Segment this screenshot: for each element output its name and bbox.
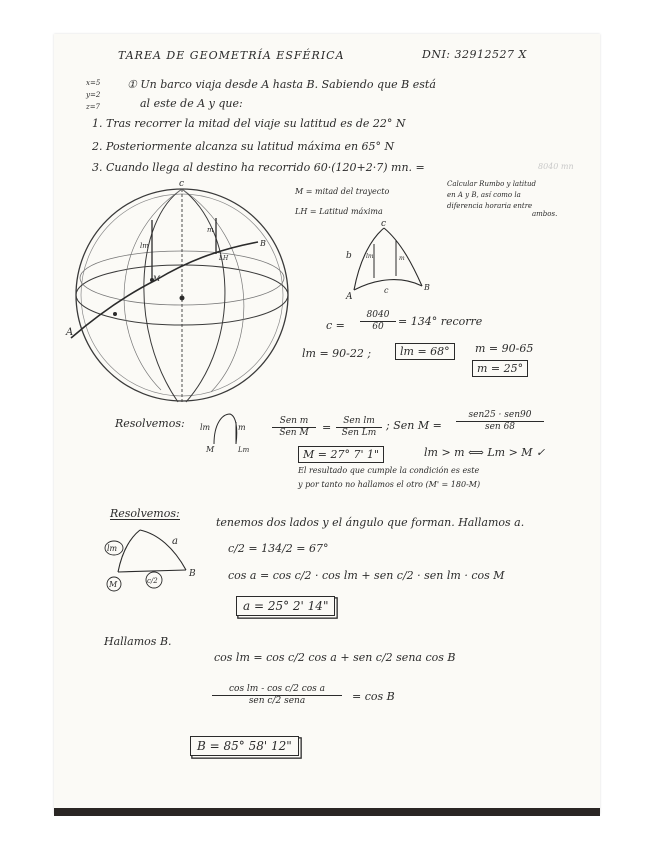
tri-2-lm: lm	[107, 544, 118, 553]
c-numerator: 8040	[360, 310, 396, 322]
label-c: c	[179, 179, 185, 189]
tri-2-a: a	[172, 536, 178, 547]
sine-ratio-left-den: Sen M	[279, 428, 309, 438]
sen-M-den: sen 68	[484, 422, 516, 432]
m-result-box: m = 25°	[472, 360, 528, 377]
problem-line-2: al este de A y que:	[140, 97, 243, 110]
page-bottom-edge	[54, 808, 600, 816]
half-c: c/2 = 134/2 = 67°	[228, 542, 329, 555]
cos-B-num: cos lm - cos c/2 cos a	[212, 684, 342, 696]
route-path	[71, 242, 258, 338]
explanation-1: El resultado que cumple la condición es este	[298, 466, 480, 475]
meridian-4	[182, 189, 244, 392]
sine-ratio-right-den: Sen Lm	[341, 428, 377, 438]
lm-equation: lm = 90-22 ;	[302, 347, 372, 360]
triangle-sketch	[342, 218, 437, 300]
var-y: y=2	[86, 91, 101, 99]
problem-item-3-faded: 8040 mn	[538, 162, 574, 171]
tri-m: m	[399, 255, 405, 262]
c-prefix: c =	[326, 319, 345, 332]
legend-M: M = mitad del trayecto	[295, 187, 390, 196]
tri-c: c	[381, 219, 387, 229]
sen-M-label: ; Sen M =	[386, 419, 442, 432]
label-lm: lm	[140, 242, 149, 250]
tri-2-base	[118, 570, 186, 572]
c-denominator: 60	[372, 322, 384, 332]
note-line-3: diferencia horaria entre	[447, 202, 533, 210]
cos-lm-formula: cos lm = cos c/2 cos a + sen c/2 sena cos B	[214, 651, 456, 664]
cos-B-den: sen c/2 sena	[248, 696, 306, 706]
note-line-4: ambos.	[532, 210, 558, 218]
a-result-box: a = 25° 2' 14"	[236, 596, 335, 616]
cos-B-fraction	[212, 684, 342, 707]
student-id: DNI: 32912527 X	[422, 48, 527, 61]
small-triangle-1	[200, 408, 260, 458]
small-tri-1-M: M	[206, 445, 215, 454]
tri-c2: c	[384, 286, 389, 295]
label-LH: LH	[219, 255, 229, 262]
hallamos-B: Hallamos B.	[104, 635, 172, 648]
sine-ratio-left	[272, 416, 316, 439]
cos-a-formula: cos a = cos c/2 · cos lm + sen c/2 · sen lm · cos M	[228, 569, 505, 582]
legend-LH: LH = Latitud máxima	[295, 207, 383, 216]
tri-2-B: B	[189, 569, 196, 579]
problem-item-1: 1. Tras recorrer la mitad del viaje su latitud es de 22° N	[92, 117, 406, 130]
var-z: z=7	[86, 103, 101, 111]
meridian-3	[124, 189, 182, 390]
tri-B: B	[424, 283, 430, 292]
B-result-box: B = 85° 58' 12"	[190, 736, 299, 756]
meridian-2	[182, 189, 225, 402]
tri-A: A	[346, 292, 353, 302]
label-A: A	[66, 327, 74, 338]
tri-2-c2: c/2	[147, 577, 158, 585]
problem-item-3: 3. Cuando llega al destino ha recorrido 60·(120+2·7) mn. =	[92, 161, 425, 174]
solve2-intro: tenemos dos lados y el ángulo que forman. Hallamos a.	[216, 516, 525, 529]
sine-ratio-right-num: Sen lm	[336, 416, 382, 428]
tri-b: b	[346, 251, 352, 261]
tri-lm: lm	[366, 253, 374, 260]
small-tri-1-lm: lm	[200, 423, 211, 432]
cos-B-rhs: = cos B	[352, 690, 395, 703]
tri-2-M: M	[109, 580, 118, 589]
lm-result-box: lm = 68°	[395, 343, 455, 360]
small-tri-1-m: m	[238, 423, 246, 432]
resolvemos-1: Resolvemos:	[115, 417, 185, 430]
sen-M-num: sen25 · sen90	[456, 410, 544, 422]
m-equation: m = 90-65	[475, 342, 534, 355]
explanation-2: y por tanto no hallamos el otro (M' = 180-M)	[298, 480, 481, 489]
var-x: x=5	[86, 79, 101, 87]
label-M: M	[153, 275, 161, 283]
label-m: m	[207, 226, 214, 234]
sine-ratio-right	[336, 416, 382, 439]
sine-ratio-equals: =	[322, 421, 332, 434]
sen-M-fraction	[456, 410, 544, 433]
note-line-2: en A y B, así como la	[447, 191, 521, 199]
small-tri-1-Lm: Lm	[238, 446, 250, 454]
label-B: B	[260, 239, 266, 248]
meridian-1	[144, 189, 182, 402]
tri-2-left	[118, 530, 140, 572]
sine-ratio-left-num: Sen m	[272, 416, 316, 428]
sphere-diagram	[66, 180, 296, 415]
center-point	[180, 296, 185, 301]
c-fraction	[360, 310, 396, 333]
triangle-sketch-2	[104, 524, 208, 594]
problem-line-1: ① Un barco viaja desde A hasta B. Sabiendo que B está	[127, 78, 436, 91]
M-result-box: M = 27° 7' 1"	[298, 446, 384, 463]
note-line-1: Calcular Rumbo y latitud	[447, 180, 536, 188]
point-A	[113, 312, 117, 316]
resolvemos-2: Resolvemos:	[110, 507, 180, 520]
small-tri-1-outline	[214, 414, 237, 444]
problem-item-2: 2. Posteriormente alcanza su latitud máxima en 65° N	[92, 140, 395, 153]
assignment-title: TAREA DE GEOMETRÍA ESFÉRICA	[118, 49, 345, 62]
condition: lm > m ⟺ Lm > M ✓	[424, 446, 546, 459]
c-result: = 134° recorre	[398, 315, 483, 328]
tri-2-right	[140, 530, 186, 570]
